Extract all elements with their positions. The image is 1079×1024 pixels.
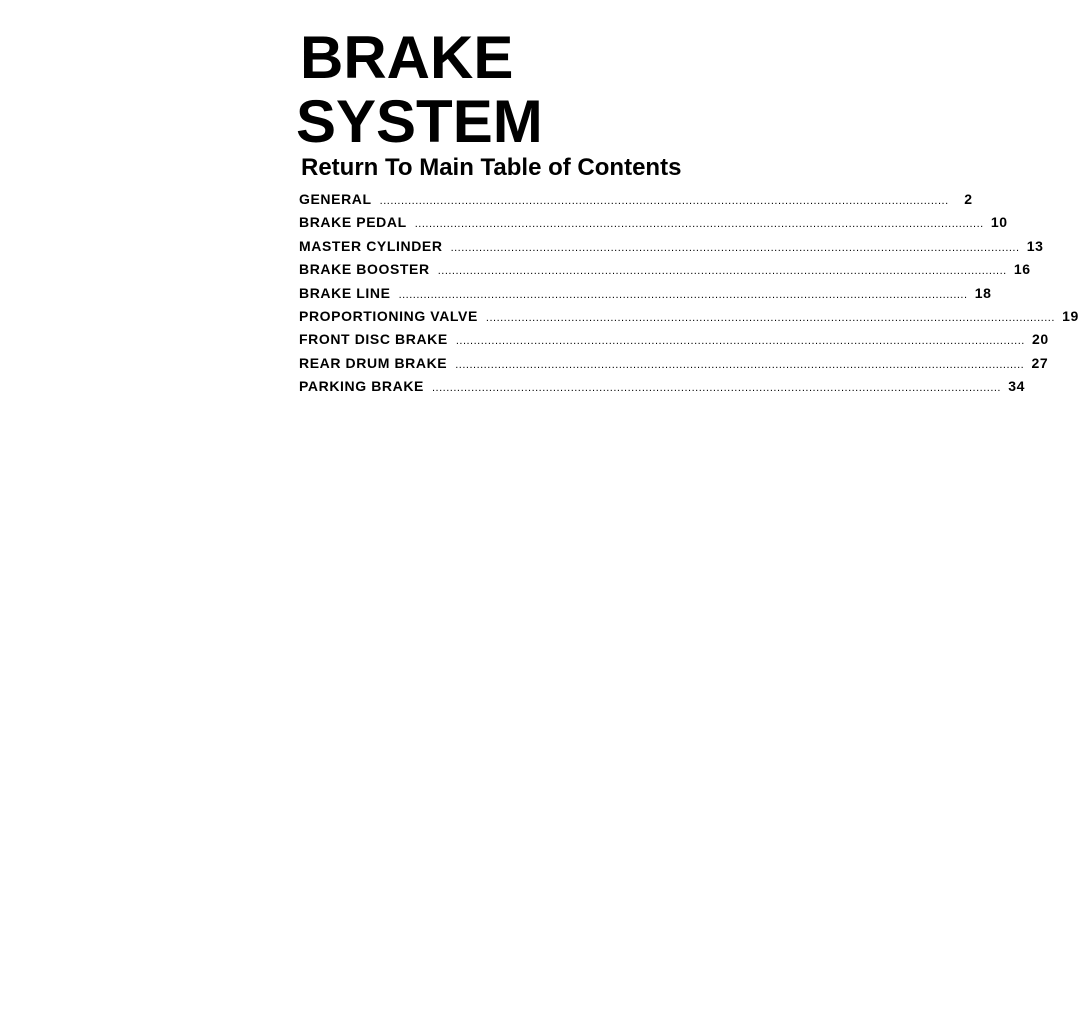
toc-entry-label: BRAKE PEDAL [299, 214, 407, 231]
toc-entry-brake-pedal[interactable] [299, 214, 1008, 237]
toc-entry-brake-booster[interactable] [299, 261, 1031, 284]
toc-entry-page: 2 [964, 191, 973, 207]
toc-entry-label: BRAKE LINE [299, 284, 391, 301]
dot-leader: ................................................................................................................................................................ [437, 265, 1007, 278]
dot-leader: ................................................................................................................................................................ [485, 311, 1055, 324]
toc-entry-parking-brake[interactable] [299, 378, 1025, 401]
return-to-main-toc-link[interactable]: Return To Main Table of Contents [301, 154, 682, 181]
toc-entry-label: REAR DRUM BRAKE [299, 354, 448, 371]
toc-entry-page: 18 [974, 284, 992, 301]
dot-leader: ................................................................................................................................................................ [455, 335, 1025, 348]
page-title-line-1: BRAKE [300, 24, 514, 91]
dot-leader: ................................................................................................................................................................ [414, 218, 984, 231]
dot-leader: ................................................................................................................................................................ [450, 241, 1020, 254]
toc-entry-general[interactable] [299, 191, 973, 214]
toc-entry-brake-line[interactable] [299, 284, 992, 308]
table-of-contents [299, 191, 1079, 402]
dot-leader: ................................................................................................................................................................ [455, 358, 1025, 371]
toc-entry-front-disc-brake[interactable] [299, 331, 1049, 354]
toc-entry-label: PARKING BRAKE [299, 378, 424, 395]
toc-entry-label: PROPORTIONING VALVE [299, 307, 478, 324]
toc-entry-page: 27 [1031, 354, 1049, 371]
toc-entry-page: 20 [1032, 331, 1049, 348]
toc-entry-proportioning-valve[interactable] [299, 307, 1079, 331]
dot-leader: ................................................................................................................................................................ [432, 382, 1001, 395]
dot-leader: ................................................................................................................................................................ [379, 195, 949, 207]
toc-entry-label: GENERAL [299, 191, 372, 207]
toc-entry-page: 34 [1008, 378, 1025, 395]
dot-leader: ................................................................................................................................................................ [398, 288, 968, 301]
toc-entry-page: 13 [1026, 237, 1044, 254]
toc-entry-page: 19 [1062, 307, 1079, 324]
toc-entry-label: FRONT DISC BRAKE [299, 331, 448, 348]
toc-entry-label: BRAKE BOOSTER [299, 261, 430, 278]
toc-entry-page: 10 [990, 214, 1008, 231]
toc-entry-label: MASTER CYLINDER [299, 237, 443, 254]
page-title-line-2: SYSTEM [296, 88, 543, 155]
toc-entry-master-cylinder[interactable] [299, 237, 1044, 261]
toc-entry-rear-drum-brake[interactable] [299, 354, 1049, 378]
toc-entry-page: 16 [1013, 261, 1031, 278]
